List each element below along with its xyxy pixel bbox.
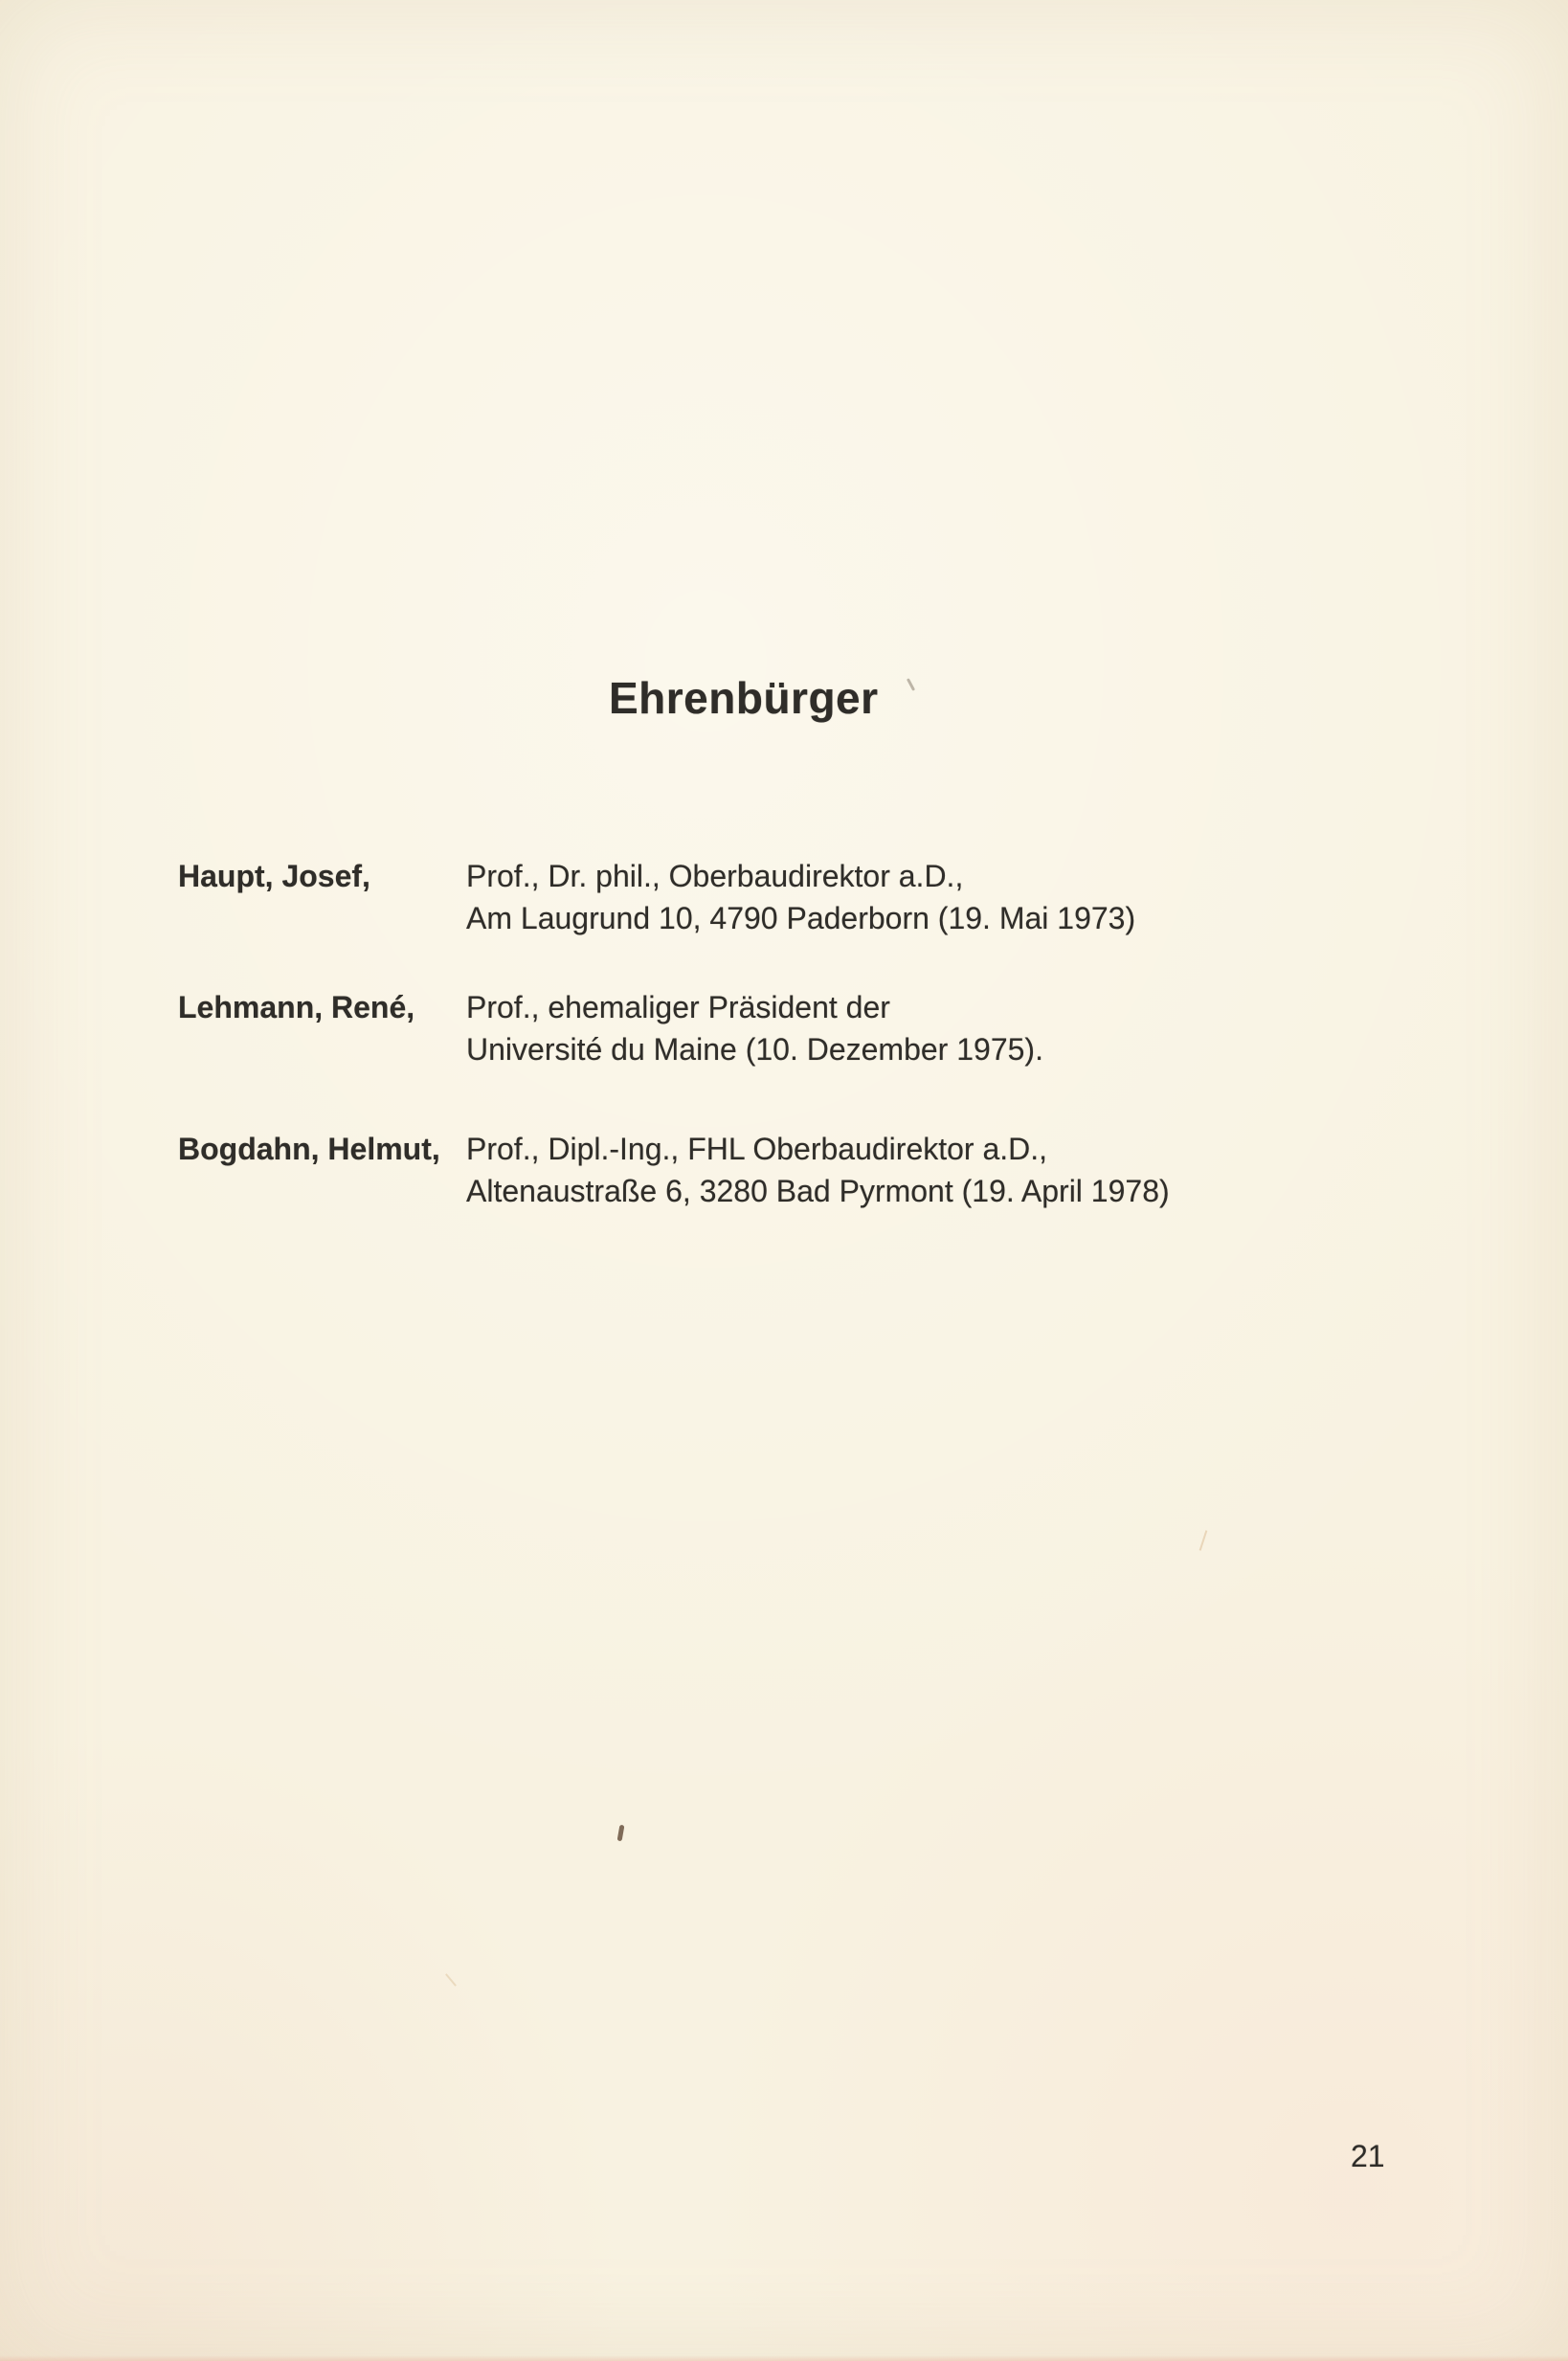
entry-detail-line: Prof., Dr. phil., Oberbaudirektor a.D., — [466, 859, 964, 893]
entry-details — [466, 1128, 1170, 1212]
entry-detail-line: Université du Maine (10. Dezember 1975). — [466, 1032, 1043, 1067]
paper-fiber — [1199, 1530, 1208, 1551]
entry-name: Lehmann, René, — [178, 990, 415, 1024]
page-title: Ehrenbürger — [609, 673, 879, 723]
paper-speck — [617, 1825, 625, 1842]
honorary-citizen-entry — [178, 855, 1135, 939]
entry-details — [466, 986, 1043, 1070]
paper-scratch — [907, 678, 915, 691]
paper-fiber — [445, 1973, 457, 1987]
page-number: 21 — [1351, 2139, 1385, 2173]
entry-detail-line: Prof., ehemaliger Präsident der — [466, 990, 890, 1024]
entry-detail-line: Am Laugrund 10, 4790 Paderborn (19. Mai 1973) — [466, 901, 1136, 935]
entry-detail-line: Altenaustraße 6, 3280 Bad Pyrmont (19. April 1978) — [466, 1174, 1170, 1208]
honorary-citizen-entry — [178, 1128, 1170, 1212]
entry-details — [466, 855, 1135, 939]
entry-name: Bogdahn, Helmut, — [178, 1132, 440, 1166]
entry-detail-line: Prof., Dipl.-Ing., FHL Oberbaudirektor a.D., — [466, 1132, 1048, 1166]
honorary-citizen-entry — [178, 986, 1043, 1070]
entry-name: Haupt, Josef, — [178, 859, 370, 893]
